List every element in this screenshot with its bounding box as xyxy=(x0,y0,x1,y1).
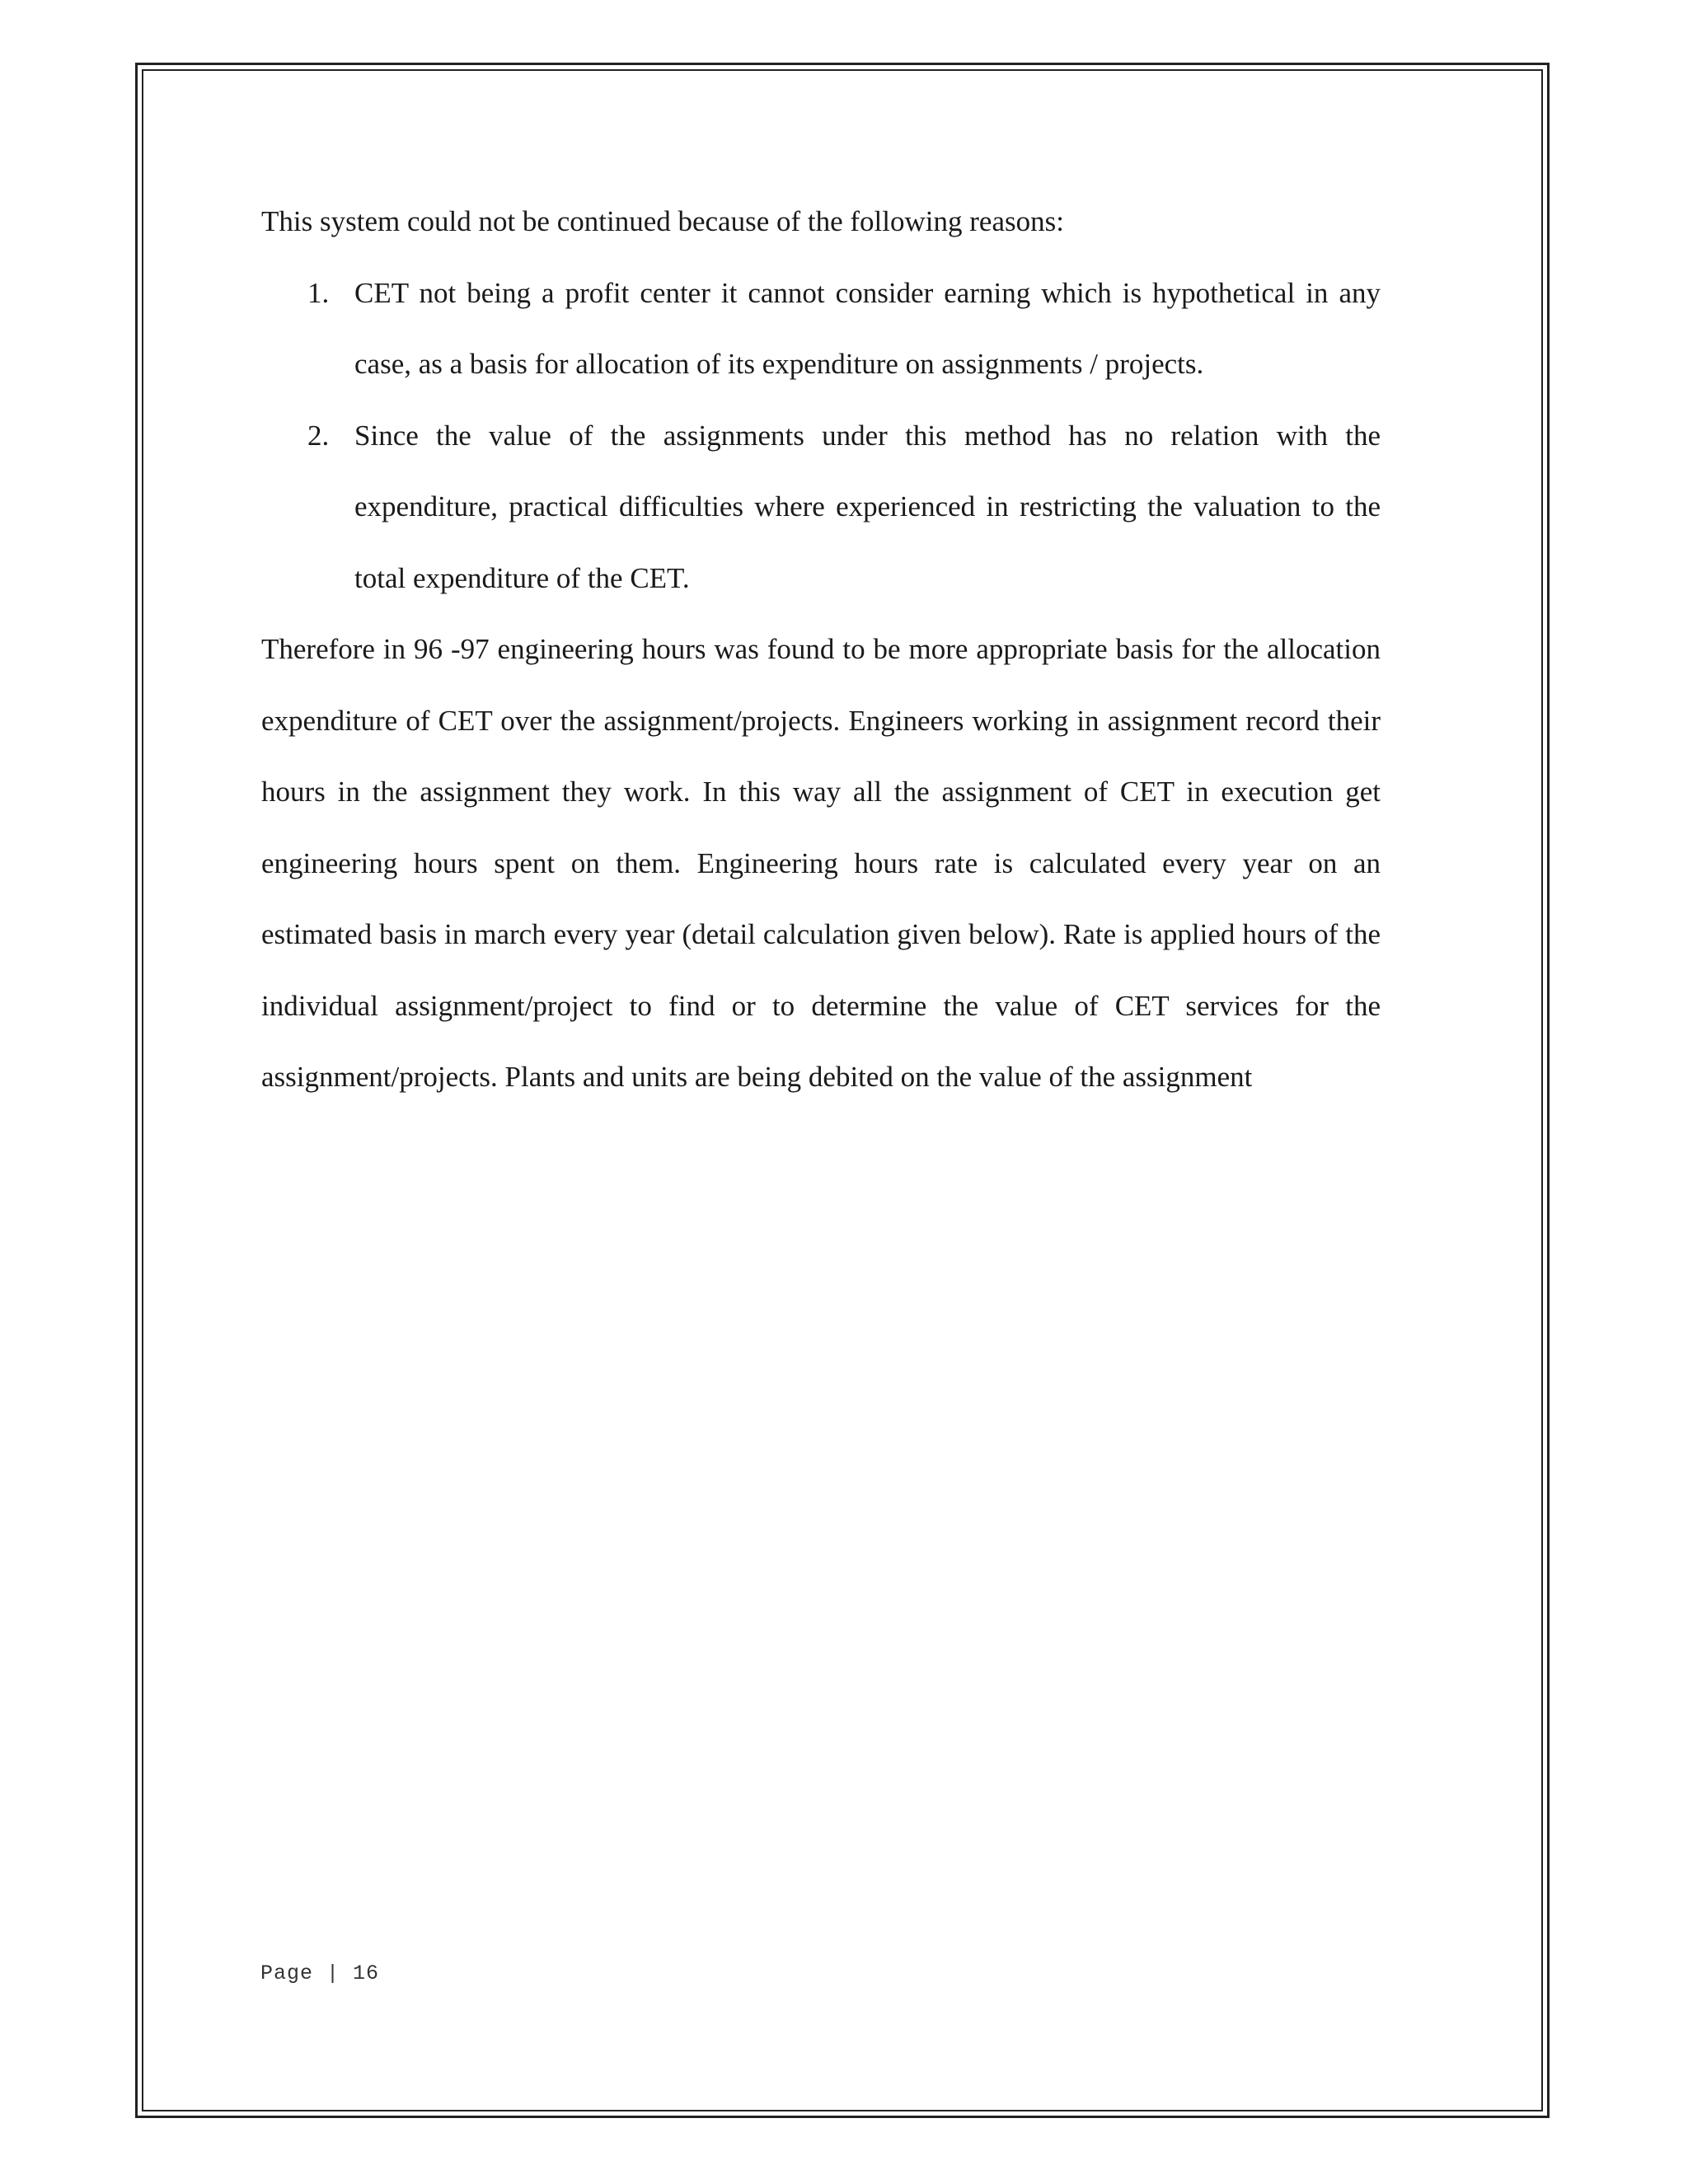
reason-number: 1. xyxy=(307,276,330,309)
reason-text: CET not being a profit center it cannot consider earning which is hypothetical in any case, as a basis for allocation of its expenditure on assignments / projects. xyxy=(354,276,1381,380)
intro-paragraph: This system could not be continued because of the following reasons: xyxy=(261,205,1064,237)
reason-text: Since the value of the assignments under this method has no relation with the expenditure, practical difficulties where experienced in restricting the valuation to the total expenditure of the CET. xyxy=(354,419,1381,594)
reason-item-2 xyxy=(261,401,1381,615)
reason-item-1 xyxy=(261,258,1381,401)
reason-number: 2. xyxy=(307,419,330,452)
body-paragraph: Therefore in 96 -97 engineering hours was found to be more appropriate basis for the allocation expenditure of CET over the assignment/projects. Engineers working in assignment record their hours in the assignment they work. In this way all the assignment of CET in execution get engineering hours spent on them. Engineering hours rate is calculated every year on an estimated basis in march every year (detail calculation given below). Rate is applied hours of the individual assignment/project to find or to determine the value of CET services for the assignment/projects. Plants and units are being debited on the value of the assignment xyxy=(261,633,1381,1093)
reasons-list xyxy=(261,258,1381,615)
page-content xyxy=(261,186,1381,1113)
page-number-footer: Page | 16 xyxy=(260,1961,380,1985)
